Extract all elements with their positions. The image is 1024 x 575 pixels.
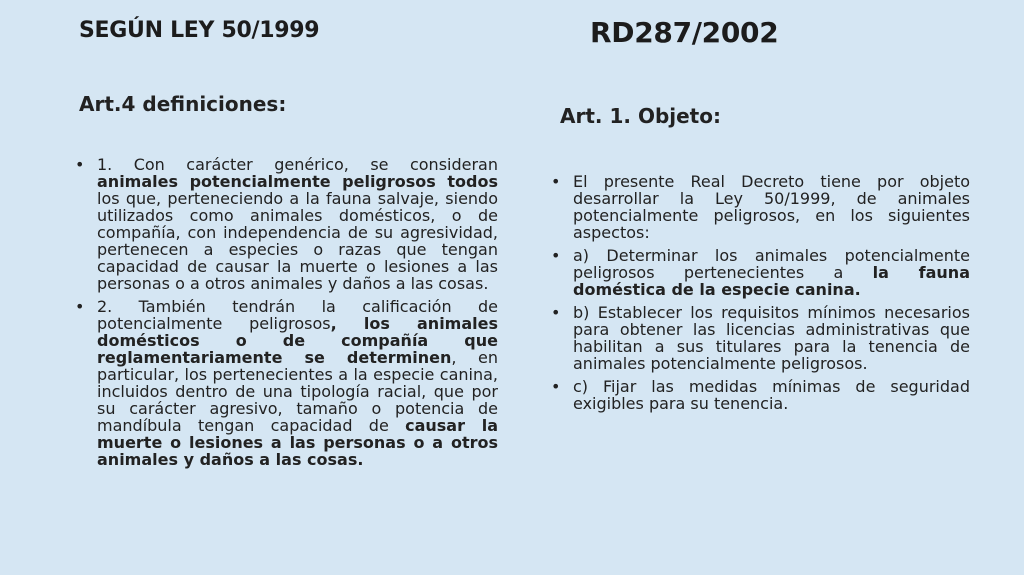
right-bullet-item	[551, 247, 970, 298]
right-bullet-item	[551, 173, 970, 241]
bullet-text: , en particular, los pertenecientes a la especie canina, incluidos dentro de una tipología racial, que por su carácter agresivo, tamaño o potencia de mandíbula tengan capacidad de	[97, 348, 499, 435]
bullet-text-bold: la fauna doméstica de la especie canina.	[573, 263, 970, 299]
right-bullet-item	[551, 378, 970, 412]
bullet-text: a) Determinar los animales potencialmente peligrosos pertenecientes a	[573, 246, 970, 282]
left-bullet-item	[75, 156, 498, 292]
bullet-icon: •	[551, 246, 561, 265]
right-bullet-item	[551, 304, 970, 372]
bullet-icon: •	[551, 172, 561, 191]
bullet-icon: •	[75, 155, 85, 174]
bullet-text: c) Fijar las medidas mínimas de seguridad exigibles para su tenencia.	[573, 377, 970, 413]
right-bullet-list	[551, 173, 970, 418]
bullet-icon: •	[75, 297, 85, 316]
bullet-text-bold: , los animales domésticos o de compañía que reglamentariamente se determinen	[97, 314, 498, 367]
right-heading: Art. 1. Objeto:	[560, 104, 721, 128]
left-bullet-item	[75, 298, 498, 468]
bullet-icon: •	[551, 377, 561, 396]
bullet-text: los que, perteneciendo a la fauna salvaje, siendo utilizados como animales domésticos, o de compañía, con independencia de su agresividad, pertenecen a especies o razas que tengan capacidad de causar la muerte o lesiones a las personas o a otros animales y daños a las cosas.	[97, 189, 498, 293]
bullet-text: 1. Con carácter genérico, se consideran	[97, 155, 498, 174]
bullet-text: b) Establecer los requisitos mínimos necesarios para obtener las licencias administrativas que habilitan a sus titulares para la tenencia de animales potencialmente peligrosos.	[573, 303, 970, 373]
left-heading: Art.4 definiciones:	[79, 92, 287, 116]
bullet-text: 2. También tendrán la calificación de potencialmente peligrosos	[97, 297, 498, 333]
right-title: RD287/2002	[590, 16, 779, 49]
left-title: SEGÚN LEY 50/1999	[79, 18, 320, 43]
bullet-icon: •	[551, 303, 561, 322]
bullet-text-bold: causar la muerte o lesiones a las personas o a otros animales y daños a las cosas.	[97, 416, 499, 469]
bullet-text: El presente Real Decreto tiene por objeto desarrollar la Ley 50/1999, de animales potencialmente peligrosos, en los siguientes aspectos:	[573, 172, 970, 242]
left-bullet-list	[75, 156, 498, 474]
bullet-text-bold: animales potencialmente peligrosos todos	[97, 172, 498, 191]
